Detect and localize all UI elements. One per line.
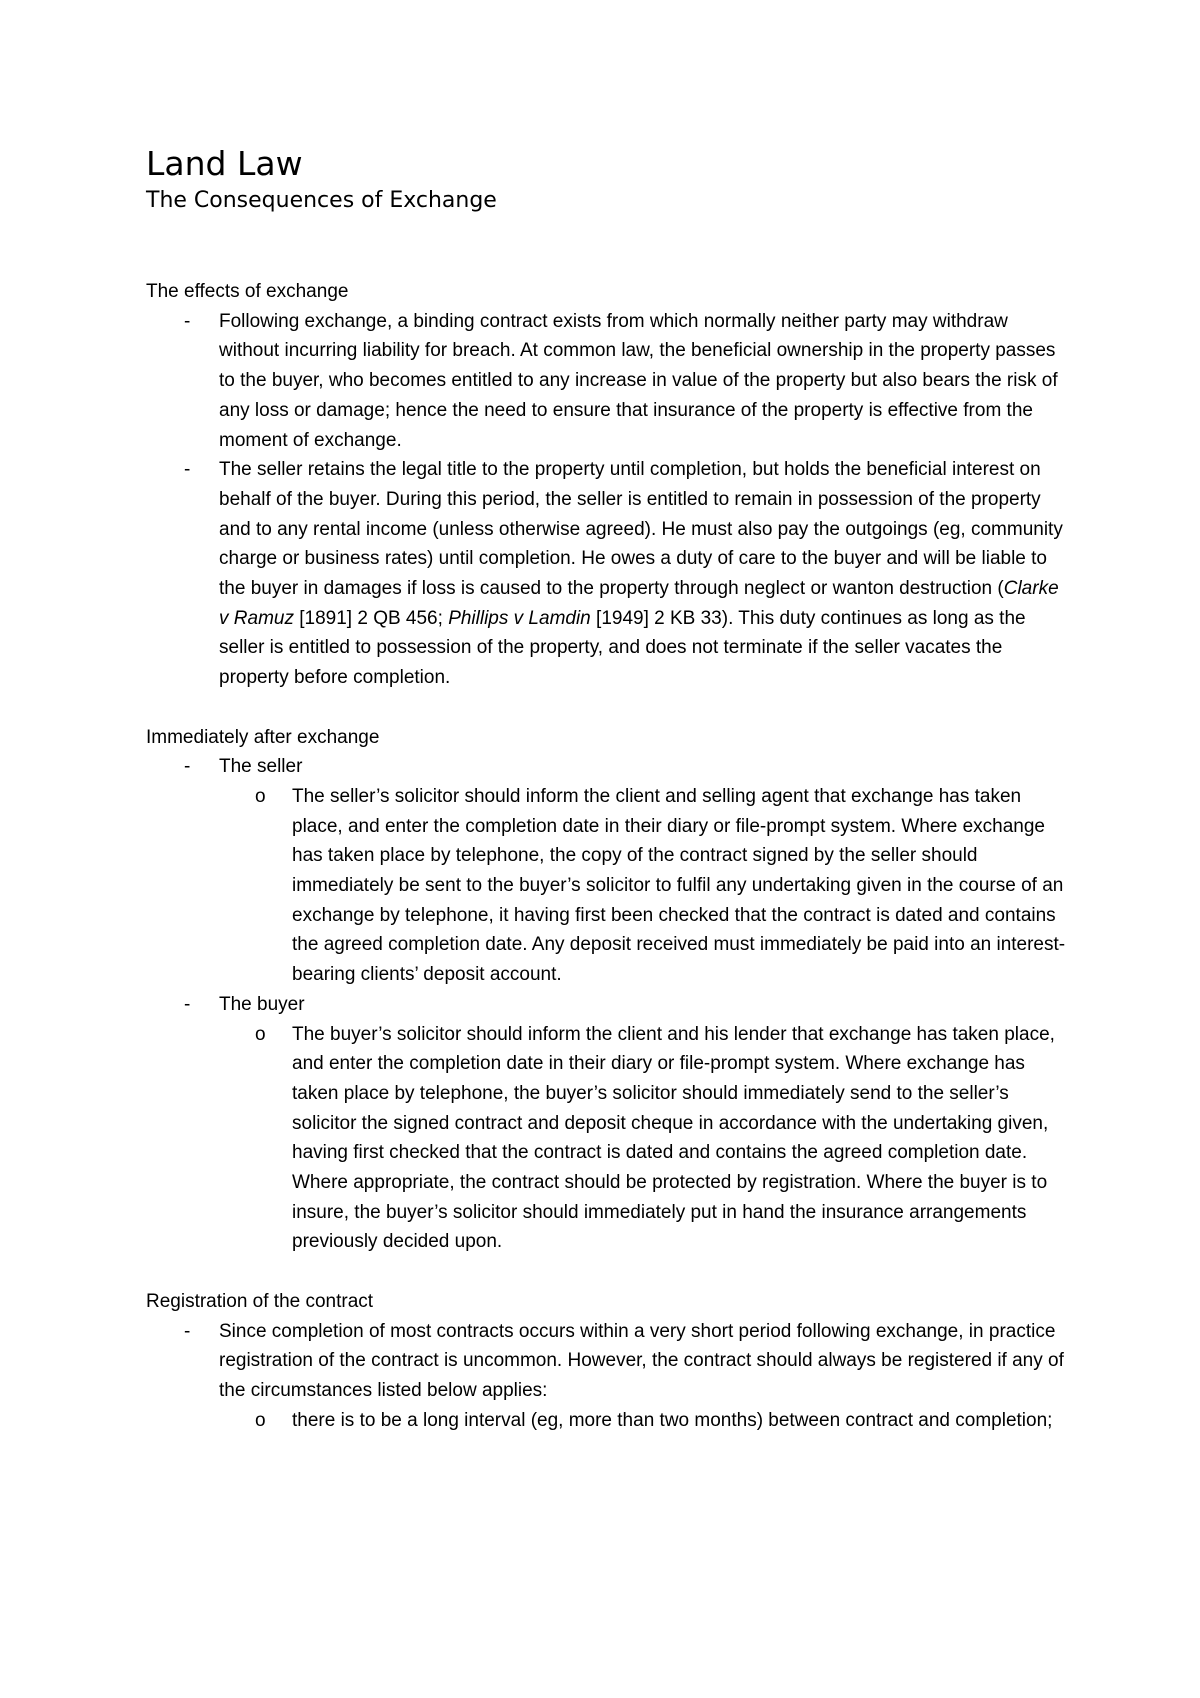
list-item [146, 752, 1076, 782]
dash-bullet: - [184, 310, 191, 332]
dash-bullet: - [184, 756, 191, 778]
list-item [146, 990, 1076, 1020]
list-item [146, 1317, 1076, 1406]
list-item [146, 307, 1076, 456]
list-item-text [219, 455, 1067, 693]
section-effects-of-exchange [146, 277, 1076, 693]
section-immediately-after-exchange [146, 723, 1076, 1258]
section-registration-of-contract [146, 1287, 1076, 1436]
section-heading: Immediately after exchange [146, 726, 380, 748]
text-segment: [1949] 2 KB 33). This duty continues as long as the seller is entitled to possession of the property, and does not terminate if the seller vacates the property before completion. [219, 607, 1026, 689]
document-title: Land Law [146, 144, 303, 183]
list-item-text: Following exchange, a binding contract exists from which normally neither party may withdraw without incurring liability for breach. At common law, the beneficial ownership in the property passes to the buyer, who becomes entitled to any increase in value of the property but also bears the risk of any loss or damage; hence the need to ensure that insurance of the property is effective from the moment of exchange. [219, 310, 1058, 451]
case-citation: [1891] 2 QB 456; [293, 607, 449, 629]
paragraph-gap [146, 693, 1076, 723]
section-heading: The effects of exchange [146, 281, 349, 302]
case-name-clarke-v-ramuz: Clarke v Ramuz [219, 578, 1059, 629]
text-segment: The seller retains the legal title to the property until completion, but holds the beneficial interest on behalf of the buyer. During this period, the seller is entitled to remain in possession of the property and to any rental income (unless otherwise agreed). He must also pay the outgoings (eg, community charge or business rates) until completion. He owes a duty of care to the buyer and will be liable to the buyer in damages if loss is caused to the property through neglect or wanton destruction ( [219, 459, 1063, 600]
dash-bullet: - [184, 459, 191, 481]
sub-list-item-text: The seller’s solicitor should inform the client and selling agent that exchange has taken place, and enter the completion date in their diary or file-prompt system. Where exchange has taken place by telephone, the copy of the contract signed by the seller should immediately be sent to the buyer’s solicitor to fulfil any undertaking given in the course of an exchange by telephone, it having first been checked that the contract is dated and contains the agreed completion date. Any deposit received must immediately be paid into an interest-bearing clients’ deposit account. [292, 785, 1066, 986]
sub-list-item-text: there is to be a long interval (eg, more than two months) between contract and completion; [292, 1409, 1053, 1431]
dash-bullet: - [184, 1320, 191, 1342]
list-item-text: Since completion of most contracts occurs within a very short period following exchange, in practice registration of the contract is uncommon. However, the contract should always be registered if any of the circumstances listed below applies: [219, 1320, 1064, 1401]
sub-list-item [219, 1020, 1076, 1258]
paragraph-gap [146, 1257, 1076, 1287]
list-item [146, 455, 1076, 693]
circle-bullet: o [255, 1409, 266, 1431]
circle-bullet: o [255, 1023, 266, 1045]
sub-list-item [219, 782, 1076, 990]
circle-bullet: o [255, 785, 266, 807]
document-subtitle: The Consequences of Exchange [146, 188, 497, 213]
section-heading: Registration of the contract [146, 1290, 374, 1312]
sub-list-item [219, 1406, 1076, 1436]
sub-list-item-text: The buyer’s solicitor should inform the client and his lender that exchange has taken place, and enter the completion date in their diary or file-prompt system. Where exchange has taken place by telephone, the buyer’s solicitor should immediately send to the seller’s solicitor the signed contract and deposit cheque in accordance with the undertaking given, having first checked that the contract is dated and contains the agreed completion date. Where appropriate, the contract should be protected by registration. Where the buyer is to insure, the buyer’s solicitor should immediately put in hand the insurance arrangements previously decided upon. [292, 1023, 1055, 1253]
list-item-text: The buyer [219, 993, 305, 1015]
document-body [146, 277, 1076, 1435]
dash-bullet: - [184, 993, 191, 1015]
list-item-text: The seller [219, 756, 303, 778]
case-name-phillips-v-lamdin: Phillips v Lamdin [448, 607, 591, 629]
